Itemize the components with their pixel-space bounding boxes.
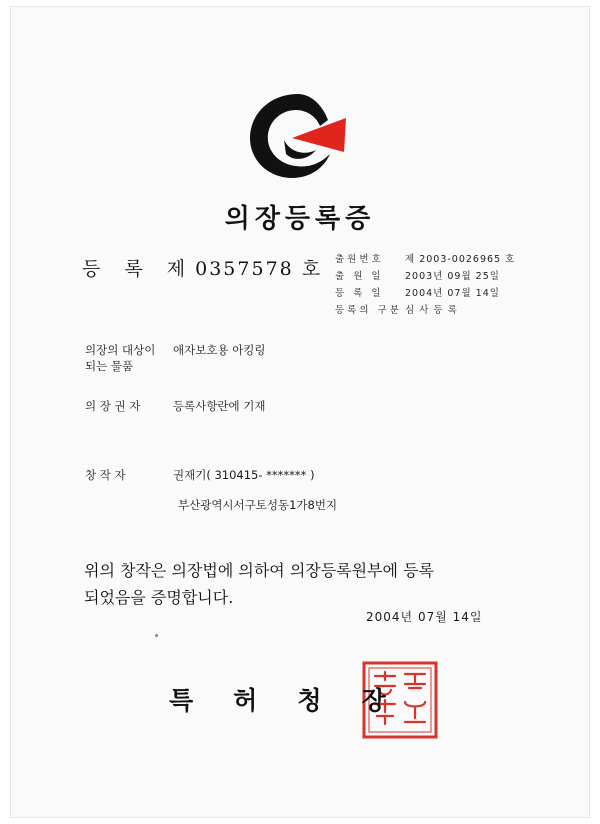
statement-line-2: 되었음을 증명합니다. <box>84 588 234 607</box>
issuing-office: 특허청장 <box>169 686 386 715</box>
meta-row: 등록의 구분 심 사 등 록 <box>335 304 458 316</box>
speck <box>155 634 158 637</box>
registration-number: 등 록 제 0357578 호 <box>82 258 323 280</box>
rights-holder: 의 장 권 자 등록사항란에 기재 <box>85 399 266 413</box>
application-details <box>335 249 515 317</box>
meta-row: 출 원 일 2003년 09월 25일 <box>335 270 500 282</box>
document-title: 의장등록증 <box>224 204 376 234</box>
statement-line-1: 위의 창작은 의장법에 의하여 의장등록원부에 등록 <box>84 561 435 580</box>
creator-address: 부산광역시서구토성동1가8번지 <box>178 498 338 512</box>
design-subject: 의장의 대상이 애자보호용 아킹링 <box>85 343 266 357</box>
design-subject-label-cont: 되는 물품 <box>85 359 134 373</box>
creator: 창 작 자 권재기( 310415- ******* ) <box>85 468 315 482</box>
issue-date: 2004년 07월 14일 <box>366 610 483 624</box>
meta-row: 출원번호 제 2003-0026965 호 <box>335 253 516 265</box>
meta-row: 등 록 일 2004년 07월 14일 <box>335 287 500 299</box>
government-emblem-icon <box>246 90 350 182</box>
